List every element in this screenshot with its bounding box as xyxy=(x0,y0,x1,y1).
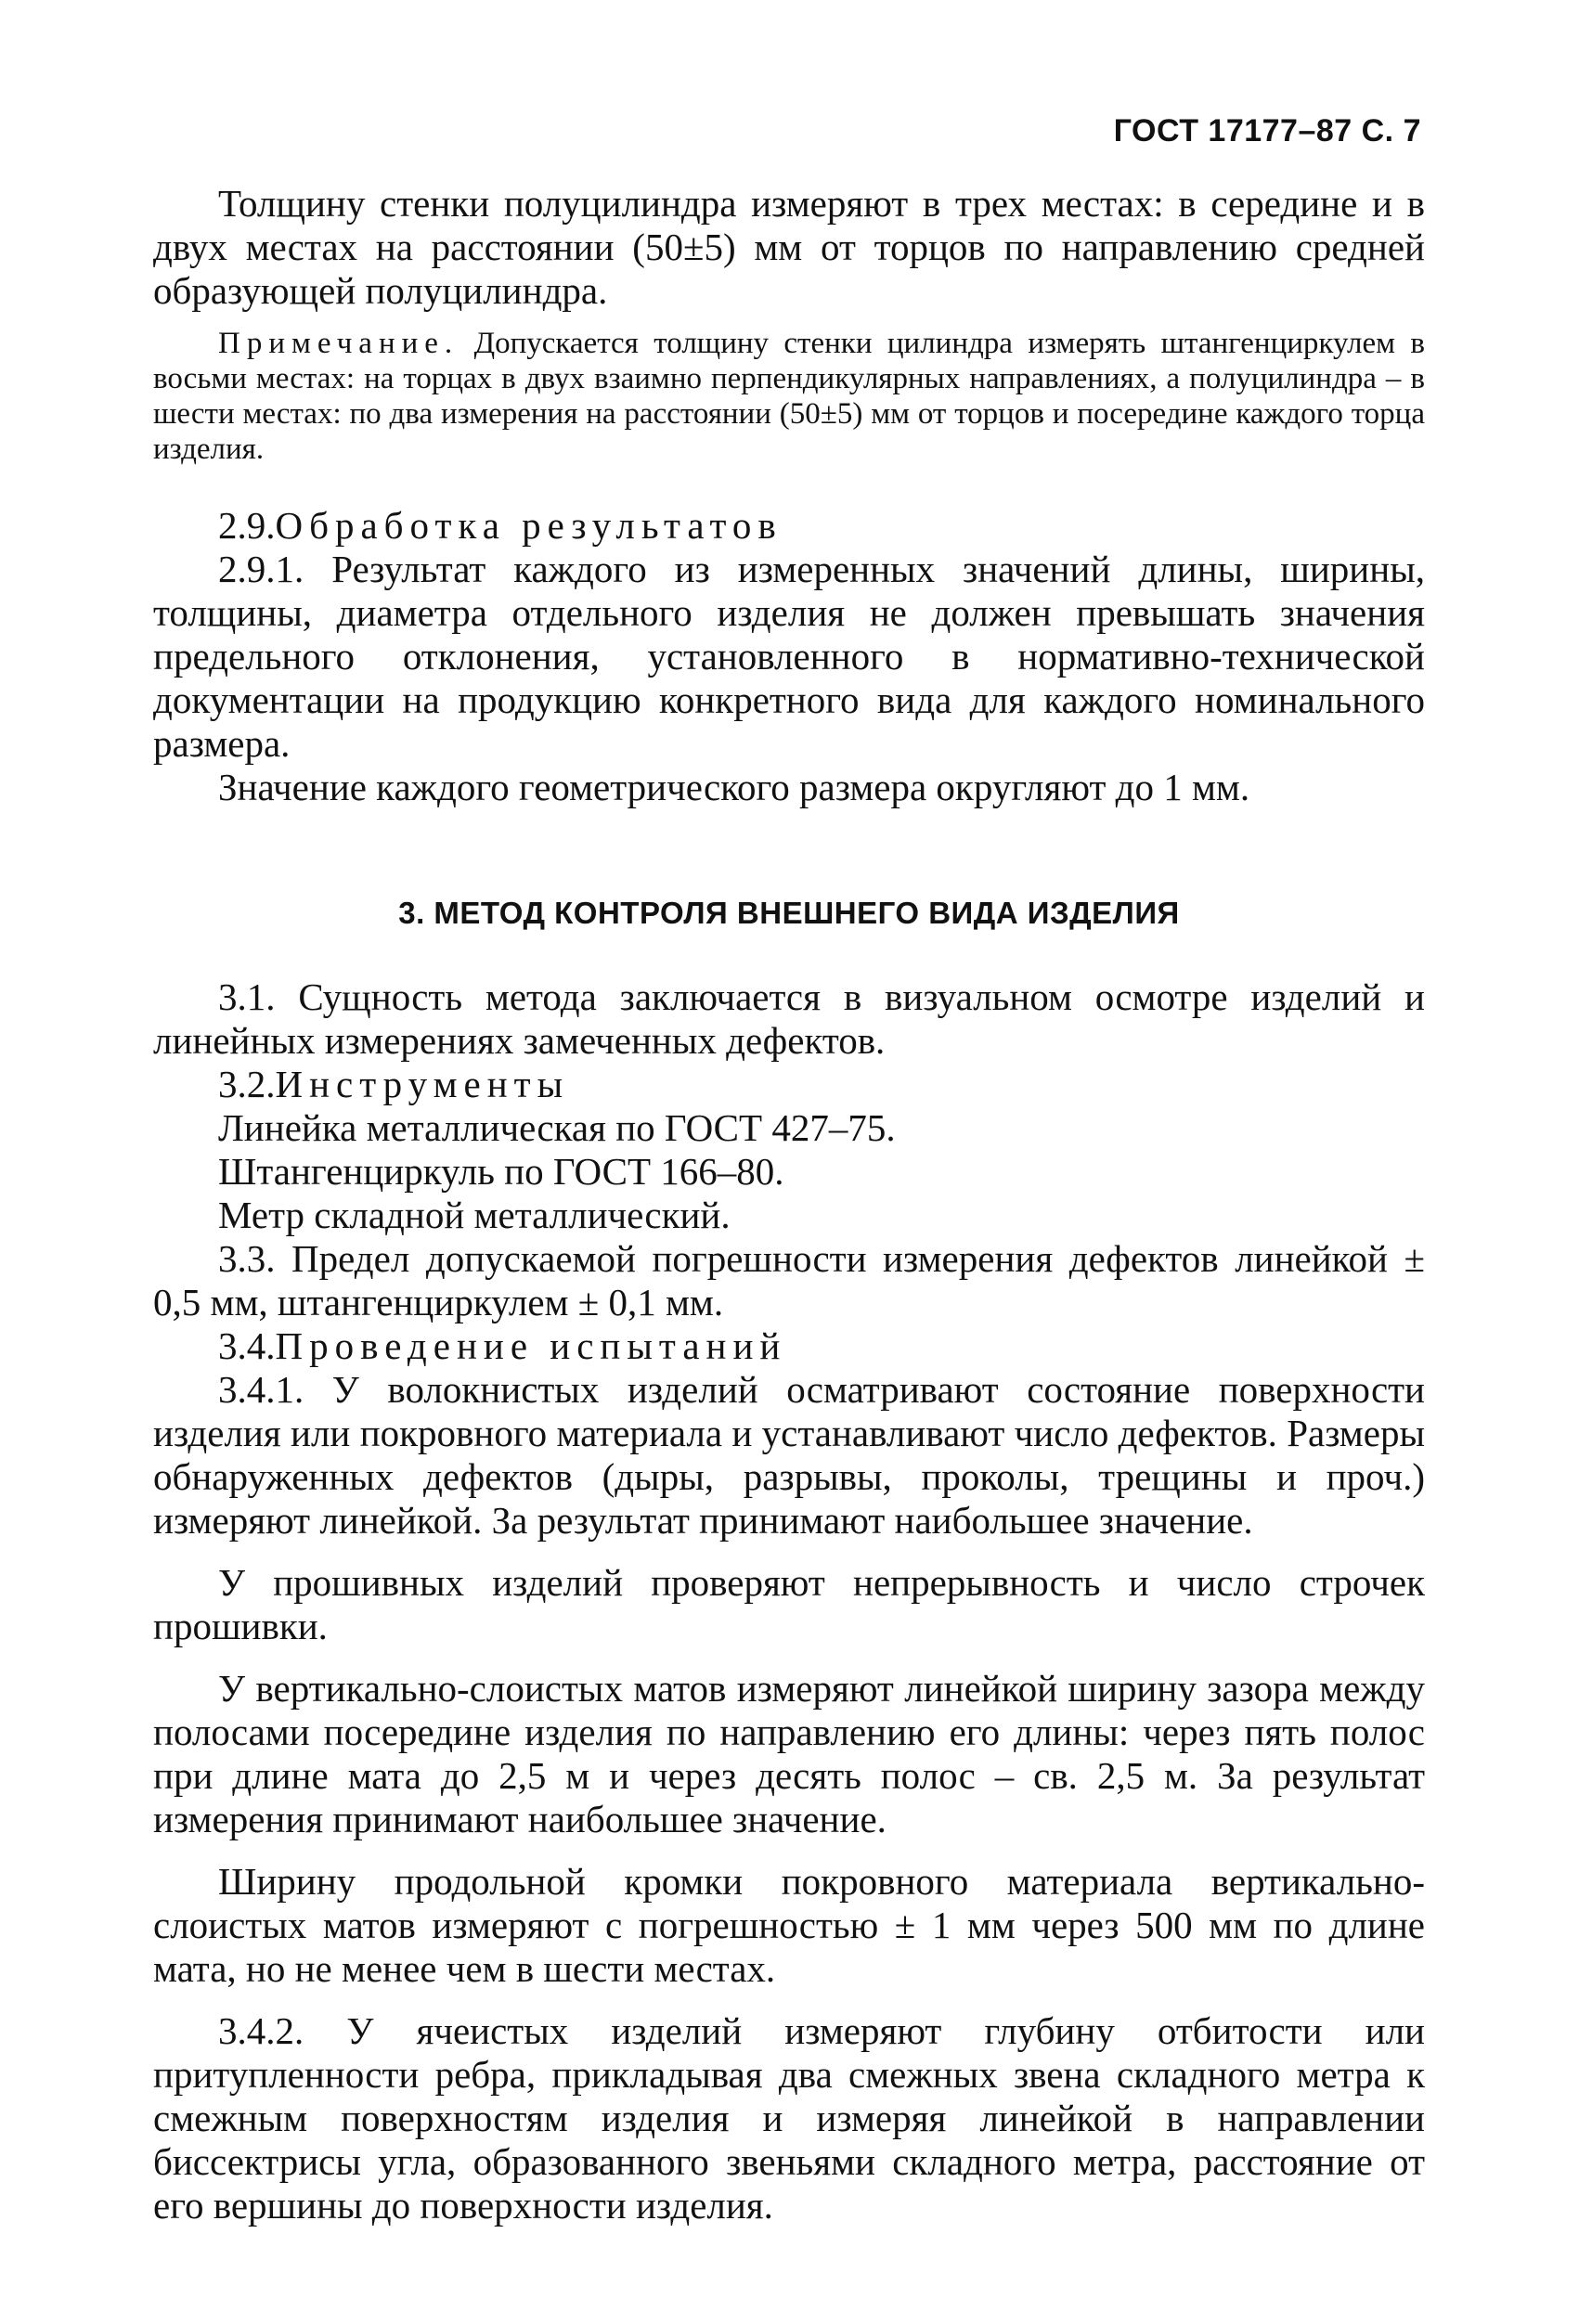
subsection-title: Проведение испытаний xyxy=(275,1324,787,1367)
subsection-number: 3.4. xyxy=(218,1324,276,1367)
subsection-title: Инструменты xyxy=(275,1063,570,1105)
list-item: Линейка металлическая по ГОСТ 427–75. xyxy=(218,1106,896,1149)
page-header: ГОСТ 17177–87 С. 7 xyxy=(1113,113,1421,148)
subsection-heading-3-4 xyxy=(153,1324,1425,1368)
subsection-number: 2.9. xyxy=(218,504,276,547)
paragraph: 2.9.1. Результат каждого из измеренных значений длины, ширины, толщины, диаметра отдельного изделия не должен превышать значения предельного отклонения, установленного в нормативно-технической документации на продукцию конкретного вида для каждого номинального размера. xyxy=(153,548,1425,765)
paragraph: Толщину стенки полуцилиндра измеряют в трех местах: в середине и в двух местах на расстоянии (50±5) мм от торцов по направлению средней образующей полуцилиндра. xyxy=(153,182,1425,312)
subsection-title: Обработка результатов xyxy=(275,504,783,547)
subsection-heading-3-2 xyxy=(153,1063,1425,1106)
paragraph: У прошивных изделий проверяют непрерывность и число строчек прошивки. xyxy=(153,1561,1425,1647)
note xyxy=(153,326,1425,467)
paragraph: Значение каждого геометрического размера округляют до 1 мм. xyxy=(218,766,1250,808)
paragraph: 3.3. Предел допускаемой погрешности измерения дефектов линейкой ± 0,5 мм, штангенциркулем ± 0,1 мм. xyxy=(153,1237,1425,1323)
note-text: Допускается толщину стенки цилиндра измерять штангенциркулем в восьми местах: на торцах в двух взаимно перпендикулярных направлениях, а полуцилиндра – в шести местах: по два измерения на расстоянии (50±5) мм от торцов и посередине каждого торца изделия. xyxy=(153,327,1425,466)
note-label: Примечание. xyxy=(218,327,459,360)
paragraph: Ширину продольной кромки покровного материала вертикально-слоистых матов измеряют с погрешностью ± 1 мм через 500 мм по длине мата, но не менее чем в шести местах. xyxy=(153,1860,1425,1990)
subsection-number: 3.2. xyxy=(218,1063,276,1105)
list-item: Метр складной металлический. xyxy=(218,1194,731,1236)
paragraph: 3.4.2. У ячеистых изделий измеряют глубину отбитости или притупленности ребра, прикладывая два смежных звена складного метра к смежным поверхностям изделия и измеряя линейкой в направлении биссектрисы угла, образованного звеньями складного метра, расстояние от его вершины до поверхности изделия. xyxy=(153,2009,1425,2227)
paragraph: 3.4.1. У волокнистых изделий осматривают состояние поверхности изделия или покровного материала и устанавливают число дефектов. Размеры обнаруженных дефектов (дыры, разрывы, проколы, трещины и проч.) измеряют линейкой. За результат принимают наибольшее значение. xyxy=(153,1368,1425,1542)
paragraph: У вертикально-слоистых матов измеряют линейкой ширину зазора между полосами посередине изделия по направлению его длины: через пять полос при длине мата до 2,5 м и через десять полос – св. 2,5 м. За результат измерения принимают наибольшее значение. xyxy=(153,1667,1425,1840)
section-title: 3. МЕТОД КОНТРОЛЯ ВНЕШНЕГО ВИДА ИЗДЕЛИЯ xyxy=(398,896,1180,930)
list-item: Штангенциркуль по ГОСТ 166–80. xyxy=(218,1150,784,1193)
paragraph: 3.1. Сущность метода заключается в визуальном осмотре изделий и линейных измерениях замеченных дефектов. xyxy=(153,975,1425,1062)
subsection-heading-2-9 xyxy=(153,504,1425,548)
document-body xyxy=(153,182,1425,2227)
